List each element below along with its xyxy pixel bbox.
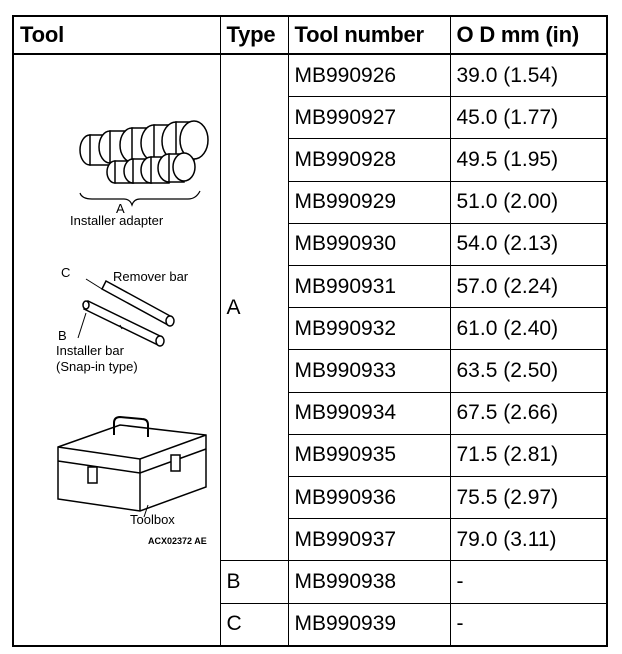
od-cell: 45.0 (1.77)	[450, 97, 607, 139]
header-row	[13, 16, 607, 54]
table-row	[13, 54, 607, 97]
tool-table	[12, 15, 608, 647]
type-cell: B	[220, 561, 288, 603]
od-cell: -	[450, 561, 607, 603]
od-cell: 54.0 (2.13)	[450, 223, 607, 265]
tool-number-cell: MB990935	[288, 434, 450, 476]
remover-label: Remover bar	[113, 269, 189, 284]
tool-illustration	[20, 55, 214, 645]
tool-number-cell: MB990927	[288, 97, 450, 139]
tool-number-cell: MB990934	[288, 392, 450, 434]
tool-number-cell: MB990931	[288, 266, 450, 308]
od-cell: 71.5 (2.81)	[450, 434, 607, 476]
adapter-brace	[80, 191, 200, 205]
od-cell: 79.0 (3.11)	[450, 519, 607, 561]
tool-illustration-cell	[13, 54, 220, 646]
remover-bar-drawing	[86, 279, 174, 326]
od-cell: 51.0 (2.00)	[450, 181, 607, 223]
tool-number-cell: MB990936	[288, 477, 450, 519]
od-cell: 61.0 (2.40)	[450, 308, 607, 350]
header-tool-number: Tool number	[288, 16, 450, 54]
toolbox-drawing	[58, 417, 206, 517]
header-od: O D mm (in)	[450, 16, 607, 54]
tool-number-cell: MB990928	[288, 139, 450, 181]
installer-adapter-drawing	[80, 121, 208, 183]
type-cell: A	[220, 54, 288, 561]
tool-number-cell: MB990937	[288, 519, 450, 561]
figure-code: ACX02372 AE	[148, 536, 207, 546]
remover-letter: C	[61, 265, 71, 280]
od-cell: 49.5 (1.95)	[450, 139, 607, 181]
tool-number-cell: MB990939	[288, 603, 450, 646]
od-cell: 57.0 (2.24)	[450, 266, 607, 308]
installer-label-line-2: (Snap-in type)	[56, 359, 138, 374]
od-cell: 39.0 (1.54)	[450, 54, 607, 97]
tool-number-cell: MB990938	[288, 561, 450, 603]
od-cell: -	[450, 603, 607, 646]
header-tool: Tool	[13, 16, 220, 54]
tool-number-cell: MB990926	[288, 54, 450, 97]
tool-number-cell: MB990930	[288, 223, 450, 265]
header-type: Type	[220, 16, 288, 54]
tool-number-cell: MB990929	[288, 181, 450, 223]
od-cell: 67.5 (2.66)	[450, 392, 607, 434]
tool-number-cell: MB990932	[288, 308, 450, 350]
toolbox-label: Toolbox	[130, 512, 175, 527]
installer-label-line-1: Installer bar	[56, 343, 124, 358]
od-cell: 75.5 (2.97)	[450, 477, 607, 519]
adapter-label: Installer adapter	[70, 213, 164, 228]
type-cell: C	[220, 603, 288, 646]
installer-letter: B	[58, 328, 67, 343]
tool-number-cell: MB990933	[288, 350, 450, 392]
od-cell: 63.5 (2.50)	[450, 350, 607, 392]
adapter-letter: A	[116, 201, 125, 216]
